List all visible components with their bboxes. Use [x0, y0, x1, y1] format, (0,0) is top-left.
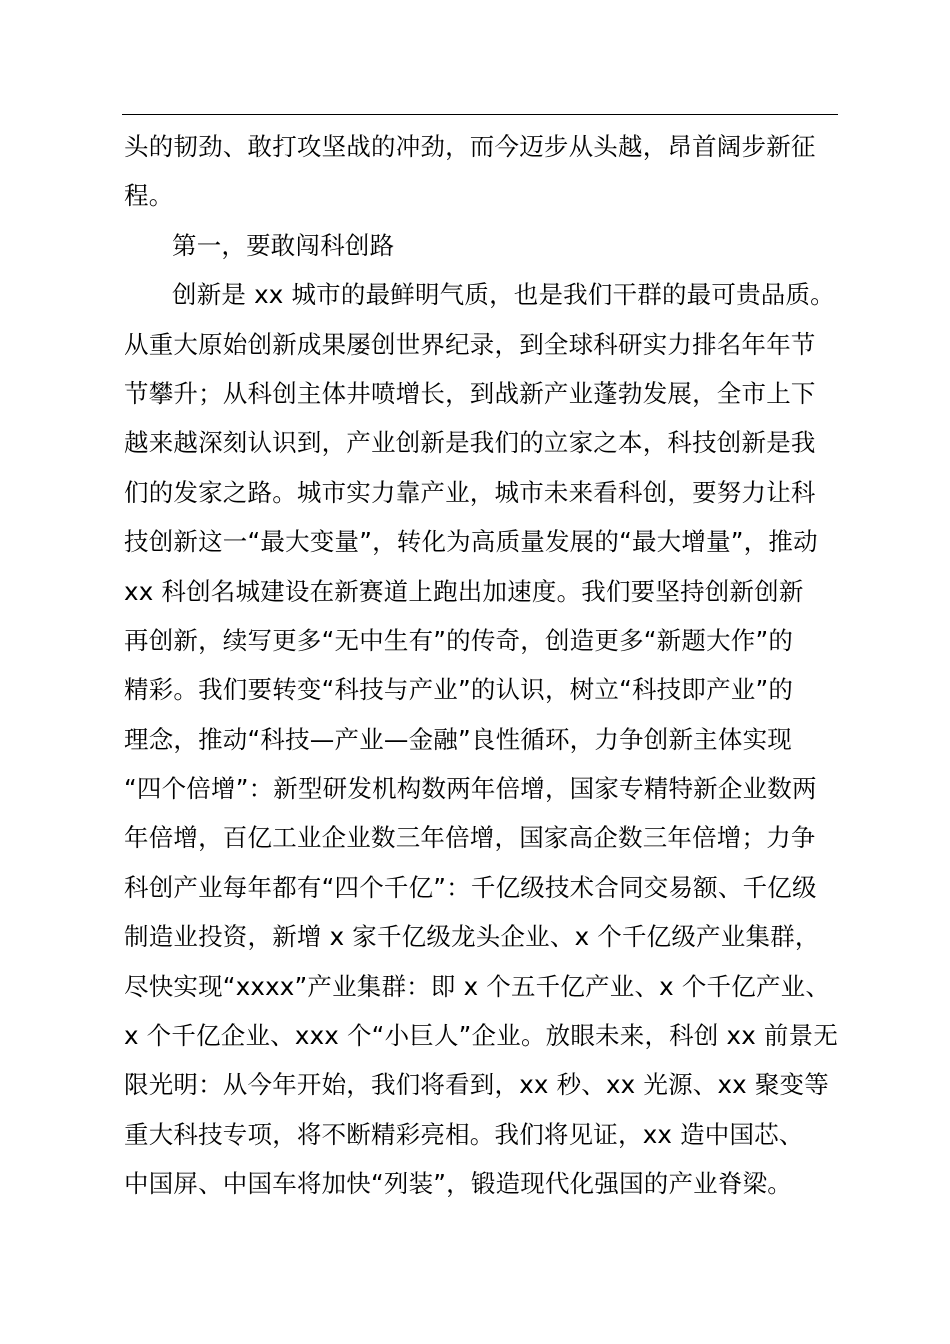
- text-line: 限光明：从今年开始，我们将看到，xx 秒、xx 光源、xx 聚变等: [124, 1070, 829, 1100]
- text-line: 尽快实现“xxxx”产业集群：即 x 个五千亿产业、x 个千亿产业、: [124, 971, 831, 1001]
- text-line: 节攀升；从科创主体井喷增长，到战新产业蓬勃发展，全市上下: [124, 378, 816, 408]
- text-line: 中国屏、中国车将加快“列装”，锻造现代化强国的产业脊梁。: [124, 1169, 792, 1199]
- text-line: 制造业投资，新增 x 家千亿级龙头企业、x 个千亿级产业集群，: [124, 922, 820, 952]
- text-line: 年倍增，百亿工业企业数三年倍增，国家高企数三年倍增；力争: [124, 823, 816, 853]
- text-line: 技创新这一“最大变量”，转化为高质量发展的“最大增量”，推动: [124, 527, 818, 557]
- text-line: 精彩。我们要转变“科技与产业”的认识，树立“科技即产业”的: [124, 675, 794, 705]
- section-heading: 第一，要敢闯科创路: [172, 230, 395, 260]
- text-line: 程。: [124, 181, 174, 211]
- text-line: 科创产业每年都有“四个千亿”：千亿级技术合同交易额、千亿级: [124, 872, 817, 902]
- text-line: 越来越深刻认识到，产业创新是我们的立家之本，科技创新是我: [124, 428, 816, 458]
- text-line: x 个千亿企业、xxx 个“小巨人”企业。放眼未来，科创 xx 前景无: [124, 1021, 839, 1051]
- text-line: 重大科技专项，将不断精彩亮相。我们将见证，xx 造中国芯、: [124, 1119, 804, 1149]
- text-line: xx 科创名城建设在新赛道上跑出加速度。我们要坚持创新创新: [124, 576, 804, 606]
- text-line: 从重大原始创新成果屡创世界纪录，到全球科研实力排名年年节: [124, 329, 816, 359]
- text-line: 头的韧劲、敢打攻坚战的冲劲，而今迈步从头越，昂首阔步新征: [124, 132, 816, 161]
- text-line: “四个倍增”：新型研发机构数两年倍增，国家专精特新企业数两: [124, 774, 817, 804]
- text-line: 再创新，续写更多“无中生有”的传奇，创造更多“新题大作”的: [124, 625, 794, 655]
- header-rule: [122, 114, 838, 115]
- text-line: 们的发家之路。城市实力靠产业，城市未来看科创，要努力让科: [124, 477, 816, 507]
- text-line: 理念，推动“科技—产业—金融”良性循环，力争创新主体实现: [124, 724, 792, 754]
- body-text: [124, 122, 838, 1209]
- paragraph-start-line: 创新是 xx 城市的最鲜明气质，也是我们干群的最可贵品质。: [172, 280, 835, 310]
